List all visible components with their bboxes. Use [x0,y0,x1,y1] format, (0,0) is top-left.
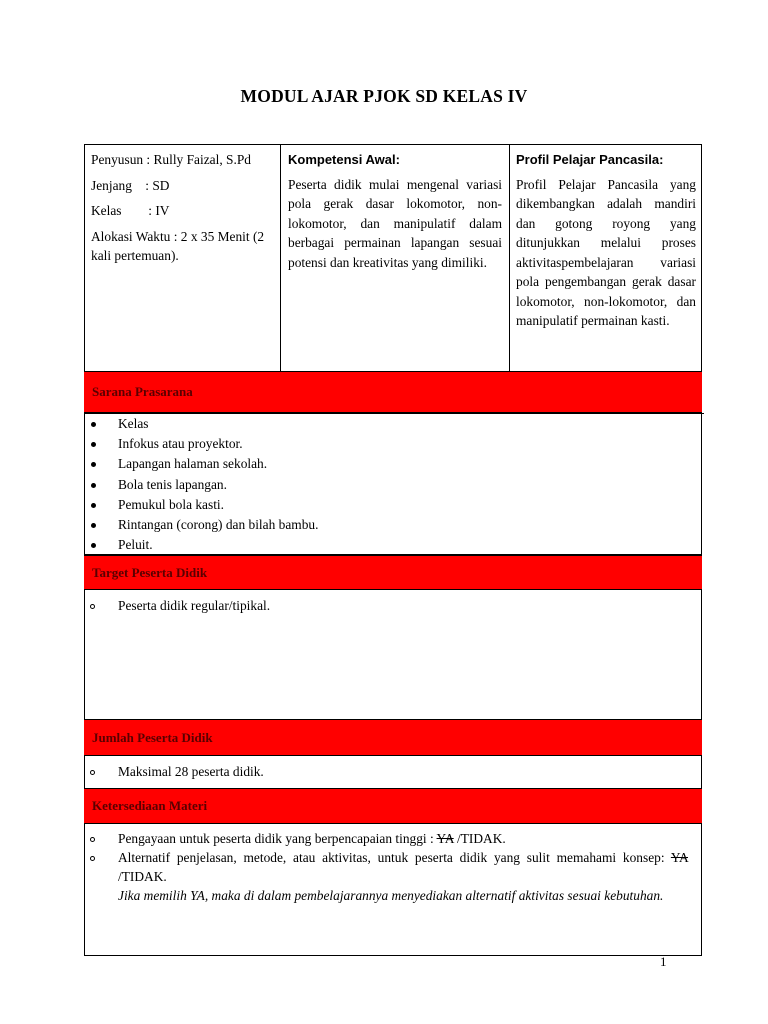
kompetensi-cell [288,150,502,272]
jenjang-text: Jenjang : SD [91,177,170,193]
list-item: Maksimal 28 peserta didik. [84,762,694,781]
ketersediaan-header: Ketersediaan Materi [84,788,702,824]
kompetensi-body: Peserta didik mulai mengenal variasi pola gerak dasar lokomotor, non-lokomotor, dan manipulatif dalam berbagai permainan lapangan sesuai potensi dan kreativitas yang dimiliki. [288,176,502,270]
penyusun-text: Penyusun : Rully Faizal, S.Pd [91,152,251,167]
item-text: /TIDAK. [453,831,506,846]
list-item: Peserta didik regular/tipikal. [84,596,694,615]
list-item [84,829,688,848]
page-title: MODUL AJAR PJOK SD KELAS IV [240,86,528,106]
ketersediaan-list [84,829,688,905]
struck-option: YA [670,850,688,865]
list-item: Bola tenis lapangan. [84,475,694,495]
column-divider [280,144,281,372]
list-item: Rintangan (corong) dan bilah bambu. [84,515,694,535]
profil-body: Profil Pelajar Pancasila yang dikembangkan adalah mandiri dan gotong royong yang ditunjukkan melalui proses aktivitaspembelajaran variasi pola pengembangan gerak dasar lokomotor, non-lokomotor, dan manipulatif permainan kasti. [516,176,696,328]
profil-cell [516,150,696,331]
target-header: Target Peserta Didik [84,554,702,590]
list-item [84,848,688,905]
alokasi-text: Alokasi Waktu : 2 x 35 Menit (2 kali pertemuan). [91,228,265,263]
list-item: Pemukul bola kasti. [84,495,694,515]
list-item: Infokus atau proyektor. [84,434,694,454]
list-item: Lapangan halaman sekolah. [84,454,694,474]
page-number: 1 [660,954,667,969]
list-item: Peluit. [84,535,694,555]
target-list [84,596,694,615]
item-text: Pengayaan untuk peserta didik yang berpencapaian tinggi : [118,831,437,846]
item-text: Alternatif penjelasan, metode, atau aktivitas, untuk peserta didik yang sulit memahami konsep: [118,850,671,865]
column-divider [509,144,510,372]
struck-option: YA [436,831,454,846]
kelas-text: Kelas : IV [91,203,170,218]
sarana-list [84,414,694,555]
jumlah-header: Jumlah Peserta Didik [84,719,702,756]
sarana-header: Sarana Prasarana [84,371,702,413]
note-text: Jika memilih YA, maka di dalam pembelajarannya menyediakan alternatif aktivitas sesuai kebutuhan. [118,888,664,903]
profil-heading: Profil Pelajar Pancasila: [516,152,664,167]
item-text: /TIDAK. [118,869,167,884]
jumlah-list [84,762,694,781]
list-item: Kelas [84,414,694,434]
info-cell [91,150,279,266]
kompetensi-heading: Kompetensi Awal: [288,152,400,167]
